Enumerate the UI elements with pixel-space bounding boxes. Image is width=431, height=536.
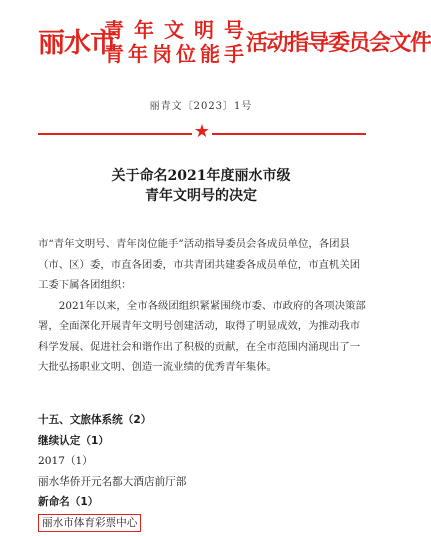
award-list: [38, 410, 368, 533]
body-paragraph-2: 2021年以来，全市各级团组织紧紧围绕市委、市政府的各项决策部署，全面深化开展青年文明号创建活动，取得了明显成效，为推动我市科学发展、促进社会和谐作出了积极的贡献，在全市范围内涌现出了一大批弘扬职业文明、创造一流业绩的优秀青年集体。: [38, 299, 366, 373]
list-year: 2017（1）: [38, 455, 93, 467]
star-icon: ★: [193, 121, 211, 142]
list-subheading-continued: 继续认定（1）: [38, 434, 109, 447]
title-line-1: 关于命名2021年度丽水市级: [111, 168, 291, 184]
letterhead: [38, 18, 431, 70]
red-rule-left: [38, 133, 192, 135]
list-section-heading: 十五、文旅体系统（2）: [38, 414, 152, 426]
letterhead-line-2: 青年岗位能手: [104, 42, 244, 66]
body-paragraph-1: 市“青年文明号、青年岗位能手”活动指导委员会各成员单位，各团县（市、区）委，市直各团委，市共青团共建委各成员单位，市直机关团工委下属各团组织：: [38, 238, 361, 291]
title-line-2: 青年文明号的决定: [145, 188, 257, 204]
highlighted-org: 丽水市体育彩票中心: [38, 514, 141, 532]
list-item-highlighted: [38, 513, 368, 534]
letterhead-activity: [104, 18, 244, 66]
list-subheading-new: 新命名（1）: [38, 496, 99, 508]
document-body: [38, 234, 368, 378]
list-item: 丽水华侨开元名都大酒店前厅部: [38, 475, 187, 488]
document-number: 丽青文〔2023〕1号: [149, 101, 253, 112]
letterhead-committee: 活动指导委员会文件: [246, 31, 431, 56]
letterhead-line-1: 青年文明号: [104, 18, 244, 42]
letterhead-city: 丽水市: [38, 28, 116, 59]
document-title: [0, 166, 402, 206]
red-rule-right: [212, 133, 366, 135]
